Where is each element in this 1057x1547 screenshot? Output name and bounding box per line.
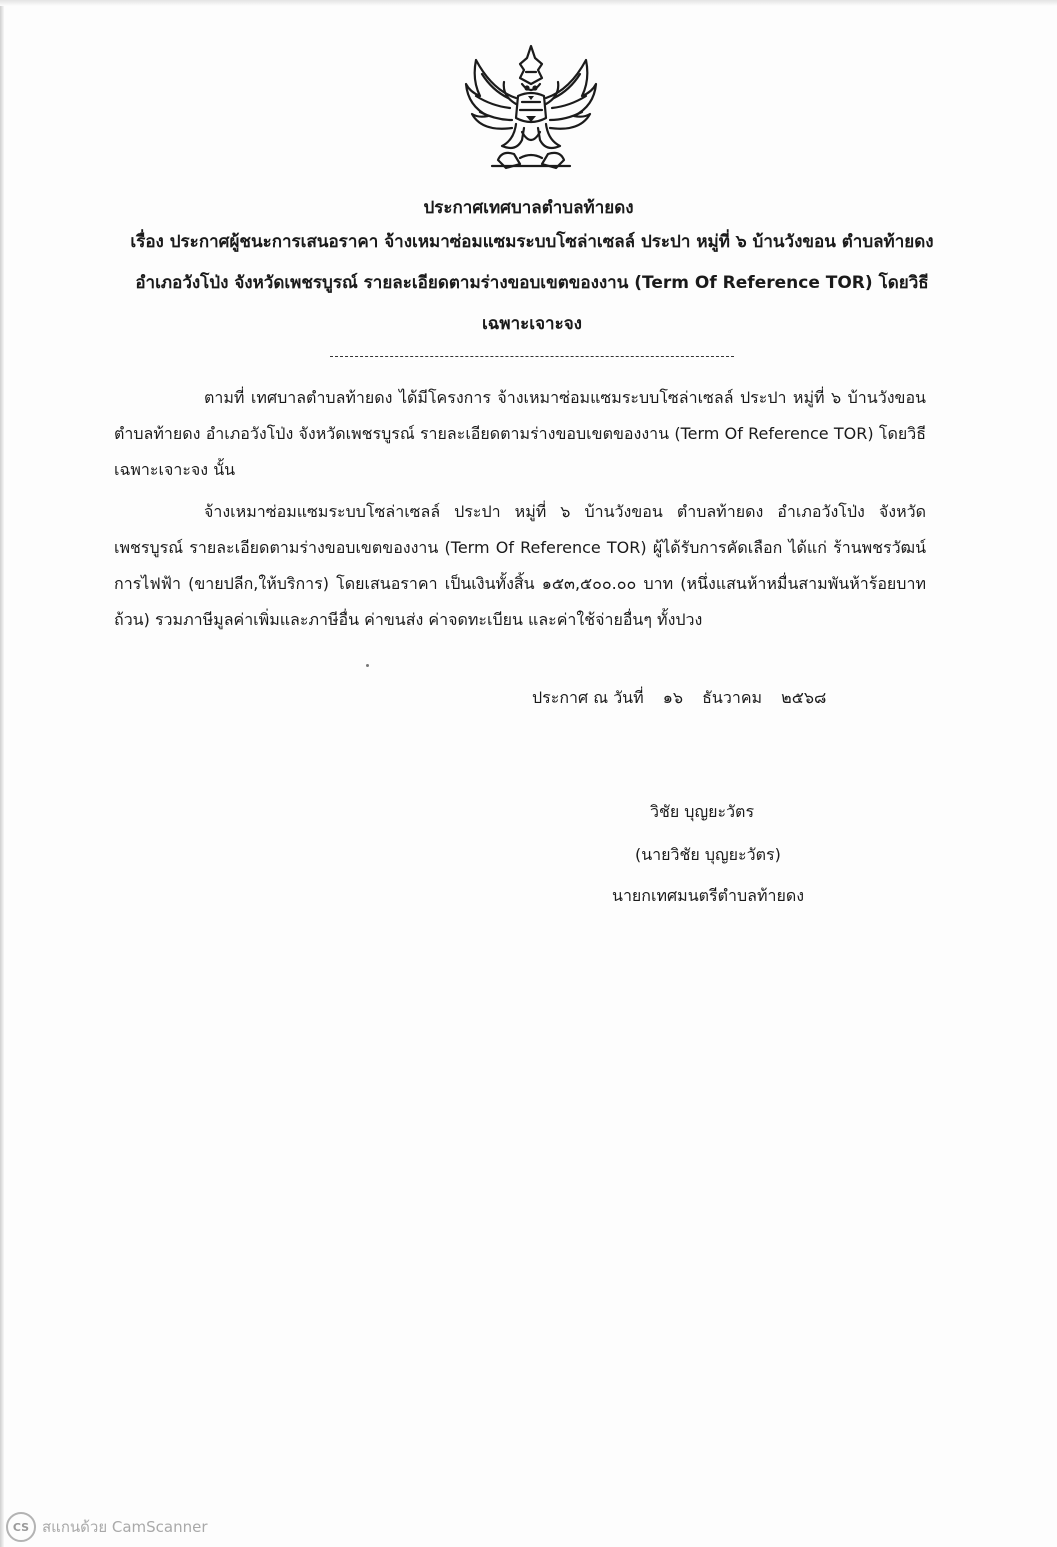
scan-edge-left [0,0,4,1547]
announcement-title: ประกาศเทศบาลตำบลท้ายดง [423,198,634,218]
camscanner-watermark [6,1512,208,1542]
divider-line [330,356,734,357]
paragraph-award [114,494,926,638]
garuda-emblem-icon [462,40,600,176]
announcement-subject [112,222,952,345]
paragraph-project-text: ตามที่ เทศบาลตำบลท้ายดง ได้มีโครงการ จ้างเหมาซ่อมแซมระบบโซล่าเซลล์ ประปา หมู่ที่ ๖ บ้านวังขอน ตำบลท้ายดง อำเภอวังโป่ง จังหวัดเพชรบูรณ์ รายละเอียดตามร่างขอบเขตของงาน (Term Of Reference TOR) โดยวิธีเฉพาะเจาะจง นั้น [114,388,926,479]
announcement-date [532,686,840,711]
date-day: ๑๖ [662,688,684,707]
scan-speck [366,664,369,667]
signer-position: นายกเทศมนตรีตำบลท้ายดง [612,886,805,905]
camscanner-logo-icon: CS [6,1512,36,1542]
scan-edge-top [0,0,1057,6]
paragraph-project [114,380,926,488]
subject-line-2: อำเภอวังโป่ง จังหวัดเพชรบูรณ์ รายละเอียดตามร่างขอบเขตของงาน (Term Of Reference TOR) โดยวิธี [135,273,929,293]
date-year: ๒๕๖๘ [781,688,827,707]
date-month: ธันวาคม [702,688,763,707]
signature-name: วิชัย บุญยะวัตร [650,802,755,821]
subject-line-1: เรื่อง ประกาศผู้ชนะการเสนอราคา จ้างเหมาซ่อมแซมระบบโซล่าเซลล์ ประปา หมู่ที่ ๖ บ้านวังขอน ตำบลท้ายดง [130,232,934,252]
paragraph-award-text: จ้างเหมาซ่อมแซมระบบโซล่าเซลล์ ประปา หมู่ที่ ๖ บ้านวังขอน ตำบลท้ายดง อำเภอวังโป่ง จังหวัดเพชรบูรณ์ รายละเอียดตามร่างขอบเขตของงาน (Term Of Reference TOR) ผู้ได้รับการคัดเลือก ได้แก่ ร้านพชรวัฒน์การไฟฟ้า (ขายปลีก,ให้บริการ) โดยเสนอราคา เป็นเงินทั้งสิ้น ๑๕๓,๕๐๐.๐๐ บาท (หนึ่งแสนห้าหมื่นสามพันห้าร้อยบาทถ้วน) รวมภาษีมูลค่าเพิ่มและภาษีอื่น ค่าขนส่ง ค่าจดทะเบียน และค่าใช้จ่ายอื่นๆ ทั้งปวง [114,502,926,629]
camscanner-text: สแกนด้วย CamScanner [42,1518,208,1536]
subject-line-3: เฉพาะเจาะจง [482,314,582,334]
printed-name: (นายวิชัย บุญยะวัตร) [635,845,781,864]
date-prefix: ประกาศ ณ วันที่ [532,688,644,707]
